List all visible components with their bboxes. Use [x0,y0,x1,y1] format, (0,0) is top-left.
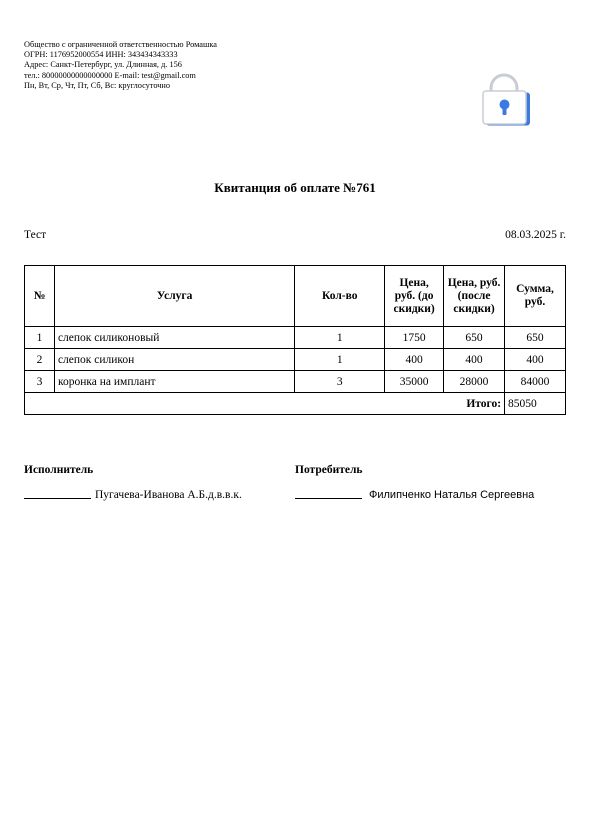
row-price-before: 1750 [385,327,444,349]
executor-signature-line [24,498,91,499]
total-row [25,393,566,415]
row-price-after: 650 [444,327,505,349]
header-num: № [25,266,55,327]
consumer-label: Потребитель [295,464,363,476]
table-row [25,349,566,371]
company-ids: ОГРН: 1176952000554 ИНН: 343434343333 [24,50,178,60]
header-price-after: Цена, руб. (после скидки) [444,266,505,327]
total-value: 85050 [505,393,566,415]
row-qty: 1 [295,349,385,371]
header-qty: Кол-во [295,266,385,327]
header-service: Услуга [54,266,294,327]
row-sum: 650 [505,327,566,349]
lock-icon [481,72,533,128]
header-sum: Сумма, руб. [505,266,566,327]
company-contacts: тел.: 80000000000000000 E-mail: test@gmail.com [24,70,196,80]
total-label: Итого: [25,393,505,415]
row-price-after: 400 [444,349,505,371]
row-qty: 3 [295,371,385,393]
table-header-row [25,266,566,327]
row-sum: 400 [505,349,566,371]
company-info [24,40,217,91]
row-num: 1 [25,327,55,349]
document-date: 08.03.2025 г. [505,229,566,241]
row-qty: 1 [295,327,385,349]
row-price-before: 35000 [385,371,444,393]
table-row [25,327,566,349]
company-address: Адрес: Санкт-Петербург, ул. Длинная, д. 156 [24,60,182,70]
services-table [24,265,566,415]
row-service: коронка на имплант [54,371,294,393]
executor-label: Исполнитель [24,464,94,476]
consumer-signature-line [295,498,362,499]
row-service: слепок силиконовый [54,327,294,349]
header-price-before: Цена, руб. (до скидки) [385,266,444,327]
document-title: Квитанция об оплате №761 [214,180,376,195]
row-price-after: 28000 [444,371,505,393]
executor-name: Пугачева-Иванова А.Б.д.в.в.к. [95,489,242,501]
client-name: Тест [24,229,47,241]
row-num: 2 [25,349,55,371]
table-row [25,371,566,393]
row-service: слепок силикон [54,349,294,371]
consumer-name: Филипченко Наталья Сергеевна [369,489,535,501]
row-price-before: 400 [385,349,444,371]
row-num: 3 [25,371,55,393]
row-sum: 84000 [505,371,566,393]
company-name: Общество с ограниченной ответственностью Ромашка [24,40,217,49]
company-hours: Пн, Вт, Ср, Чт, Пт, Сб, Вс: круглосуточно [24,80,171,90]
